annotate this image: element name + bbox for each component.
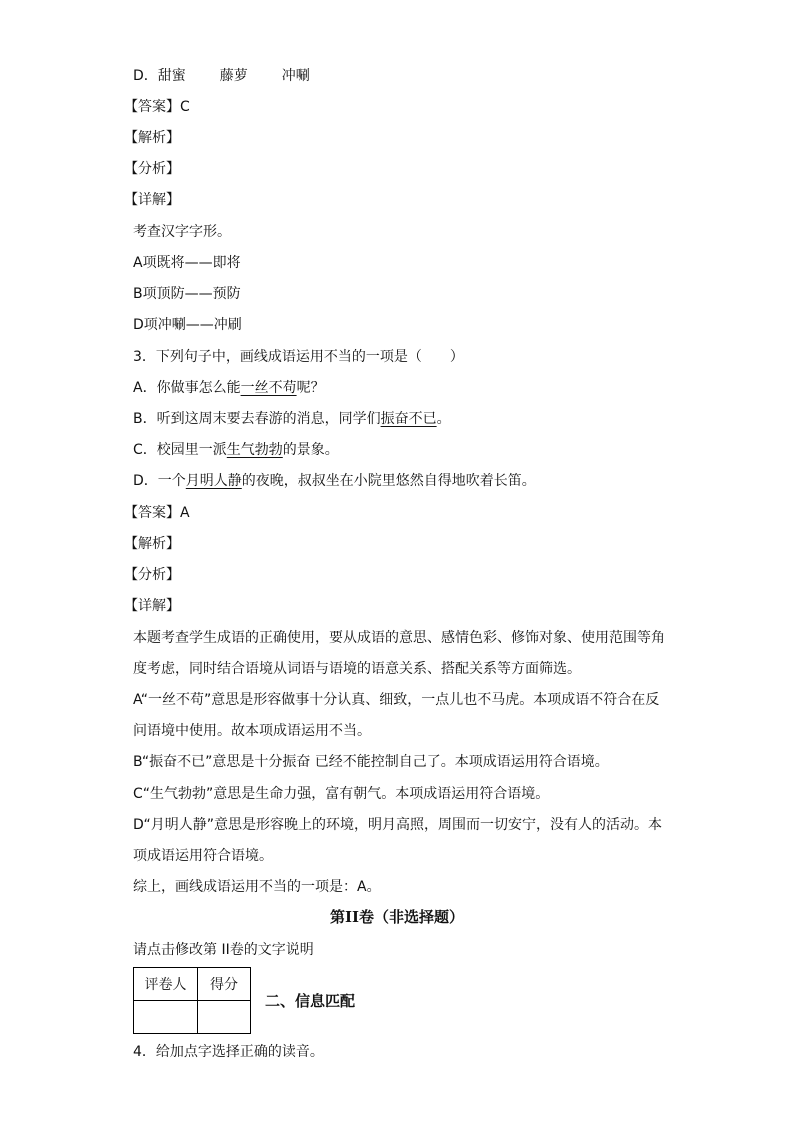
q2-xiangjie-tag: 【详解】: [124, 192, 180, 208]
q3-option-b: [133, 409, 451, 429]
option-text: C．校园里一派: [133, 442, 227, 458]
q3-explain-line: 度考虑，同时结合语境从词语与语境的语意关系、搭配关系等方面筛选。: [133, 661, 581, 677]
q2-option-d-word1: D．甜蜜: [133, 68, 186, 84]
part-two-title: 第II卷（非选择题）: [329, 908, 465, 926]
q3-conclusion: 综上，画线成语运用不当的一项是：A。: [133, 879, 381, 895]
q3-option-d: [133, 471, 536, 491]
q3-explain-line: D“月明人静”意思是形容晚上的环境，明月高照，周围而一切安宁，没有人的活动。本: [133, 817, 662, 833]
q2-explain-line: A项既将——即将: [133, 255, 241, 271]
score-cell[interactable]: [198, 1001, 251, 1034]
option-text: B．听到这周末要去春游的消息，同学们: [133, 411, 381, 427]
q2-explain-line: B项顶防——预防: [133, 286, 241, 302]
underlined-idiom: 振奋不已: [380, 411, 437, 427]
q2-fenxi-tag: 【分析】: [124, 161, 180, 177]
q3-option-a: [133, 378, 325, 398]
option-text: 的夜晚，叔叔坐在小院里悠然自得地吹着长笛。: [241, 473, 536, 489]
score-header: 得分: [198, 968, 251, 1001]
q3-option-c: [133, 440, 339, 460]
section-heading: 二、信息匹配: [265, 992, 356, 1010]
q3-fenxi-tag: 【分析】: [124, 567, 180, 583]
option-text: A．你做事怎么能: [133, 380, 241, 396]
q3-explain-line: 本题考查学生成语的正确使用，要从成语的意思、感情色彩、修饰对象、使用范围等角: [133, 630, 665, 646]
q3-explain-line: 问语境中使用。故本项成语运用不当。: [133, 723, 371, 739]
underlined-idiom: 月明人静: [185, 473, 242, 489]
q2-option-d-word2: 藤萝: [219, 68, 248, 84]
q3-explain-line: C“生气勃勃”意思是生命力强，富有朝气。本项成语运用符合语境。: [133, 786, 550, 802]
option-text: 呢？: [296, 380, 325, 396]
q2-explain-line: D项冲唰——冲刷: [133, 317, 242, 333]
q3-xiangjie-tag: 【详解】: [124, 598, 180, 614]
part-two-note[interactable]: 请点击修改第 II卷的文字说明: [133, 942, 314, 958]
option-text: 的景象。: [282, 442, 339, 458]
q2-jiexi-tag: 【解析】: [124, 130, 180, 146]
q3-jiexi-tag: 【解析】: [124, 536, 180, 552]
q4-stem: 4．给加点字选择正确的读音。: [133, 1044, 324, 1060]
q3-answer: 【答案】A: [124, 505, 190, 521]
option-text: D．一个: [133, 473, 186, 489]
q3-explain-line: B“振奋不已”意思是十分振奋 已经不能控制自己了。本项成语运用符合语境。: [133, 754, 609, 770]
q3-explain-line: 项成语运用符合语境。: [133, 848, 273, 864]
q2-option-d-word3: 冲唰: [281, 68, 310, 84]
grader-header: 评卷人: [134, 968, 198, 1001]
option-text: 。: [436, 411, 451, 427]
score-table: [133, 967, 251, 1034]
q2-explain-line: 考查汉字字形。: [133, 224, 231, 240]
q2-option-d: [133, 66, 310, 86]
underlined-idiom: 一丝不苟: [240, 380, 297, 396]
grader-cell[interactable]: [134, 1001, 198, 1034]
q3-explain-line: A“一丝不苟”意思是形容做事十分认真、细致，一点儿也不马虎。本项成语不符合在反: [133, 692, 660, 708]
q2-answer: 【答案】C: [124, 99, 190, 115]
underlined-idiom: 生气勃勃: [226, 442, 283, 458]
q3-stem: 3．下列句子中，画线成语运用不当的一项是（ ）: [133, 349, 464, 365]
